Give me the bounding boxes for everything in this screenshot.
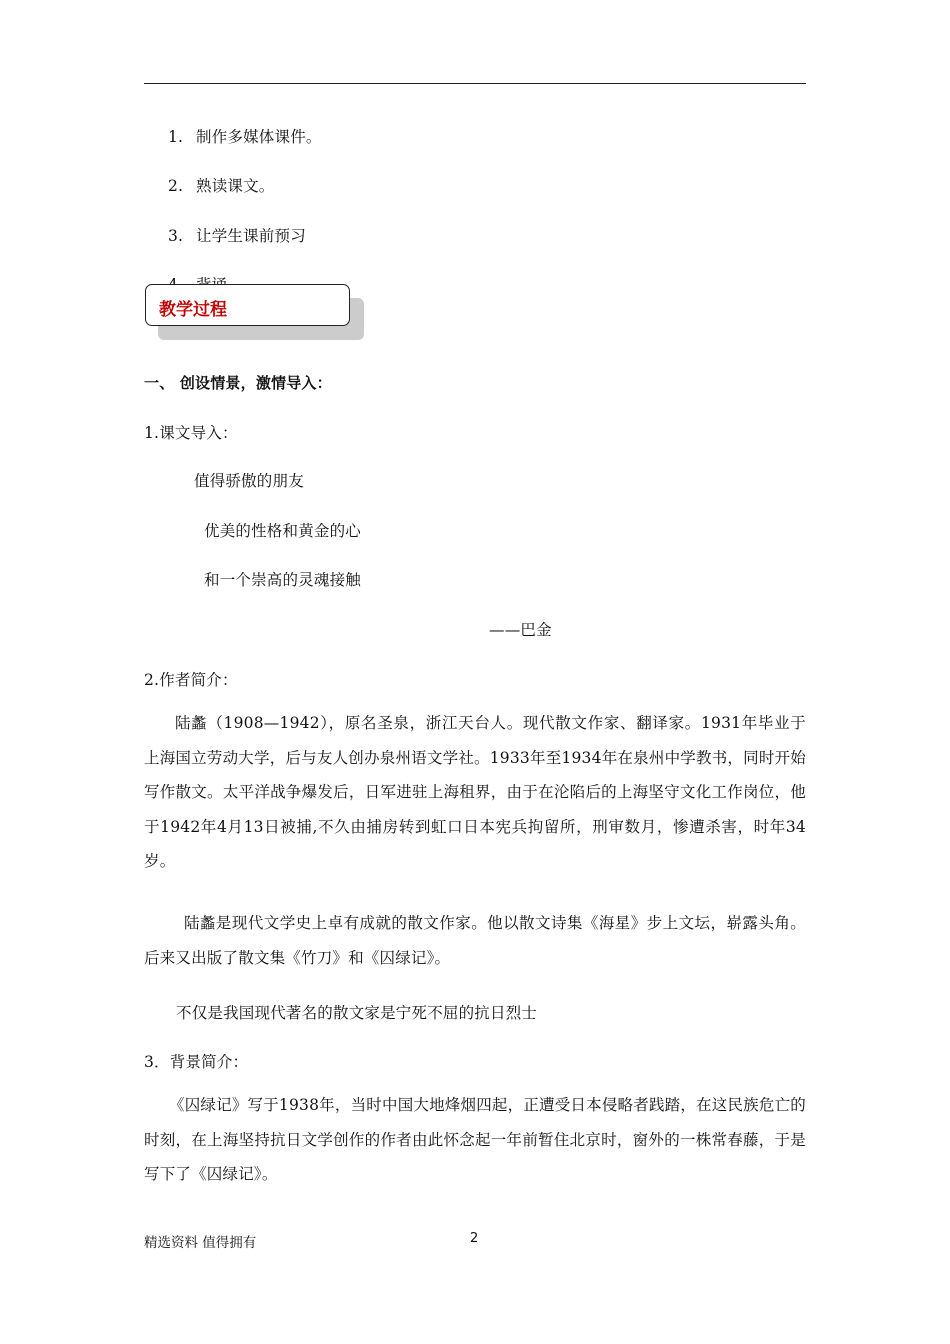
poem-line: 值得骄傲的朋友 (194, 472, 304, 490)
author-works-text: 陆蠡是现代文学史上卓有成就的散文作家。他以散文诗集《海星》步上文坛，崭露头角。后来又出版了散文集《竹刀》和《囚绿记》。 (144, 914, 806, 967)
list-item-partially-hidden (168, 274, 227, 284)
footer-text: 精选资料 值得拥有 (144, 1235, 257, 1251)
page-number: 2 (470, 1231, 479, 1246)
list-item-number: 2. (168, 177, 184, 195)
background-text-body: 《囚绿记》写于1938年，当时中国大地烽烟四起，正遭受日本侵略者践踏，在这民族危亡的时刻，在上海坚持抗日文学创作的作者由此怀念起一年前暂住北京时，窗外的一株常春藤，于是写下了《囚绿记》。 (144, 1096, 806, 1183)
list-item-text: 让学生课前预习 (196, 227, 306, 245)
author-bio (144, 706, 806, 879)
list-item (168, 226, 306, 246)
section-title-box (145, 284, 350, 326)
part-heading: 一、 创设情景，激情导入： (144, 374, 332, 392)
background-label: 3．背景简介： (144, 1053, 249, 1071)
intro-label: 1.课文导入： (144, 424, 238, 442)
section-title: 教学过程 (159, 300, 227, 320)
list-item-number: 1. (168, 128, 184, 146)
author-bio-text: 陆蠡（1908—1942），原名圣泉，浙江天台人。现代散文作家、翻译家。1931年毕业于上海国立劳动大学，后与友人创办泉州语文学社。1933年至1934年在泉州中学教书，同时开始写作散文。太平洋战争爆发后，日军进驻上海租界，由于在沦陷后的上海坚守文化工作岗位，他于1942年4月13日被捕,不久由捕房转到虹口日本宪兵拘留所，刑审数月，惨遭杀害，时年34岁。 (144, 714, 806, 870)
list-item (168, 127, 322, 147)
background-text (144, 1088, 806, 1192)
list-item-number: 3. (168, 227, 184, 245)
list-item-text: 制作多媒体课件。 (196, 128, 322, 146)
list-item (168, 176, 275, 196)
poem-line: 优美的性格和黄金的心 (204, 522, 362, 540)
poem-line: 和一个崇高的灵魂接触 (204, 571, 362, 589)
list-item-text: 熟读课文。 (196, 177, 275, 195)
author-works (144, 906, 806, 975)
author-note: 不仅是我国现代著名的散文家是宁死不屈的抗日烈士 (176, 1004, 538, 1022)
poem-author: ——巴金 (489, 621, 552, 639)
author-label: 2.作者简介： (144, 671, 238, 689)
header-rule (144, 83, 806, 84)
